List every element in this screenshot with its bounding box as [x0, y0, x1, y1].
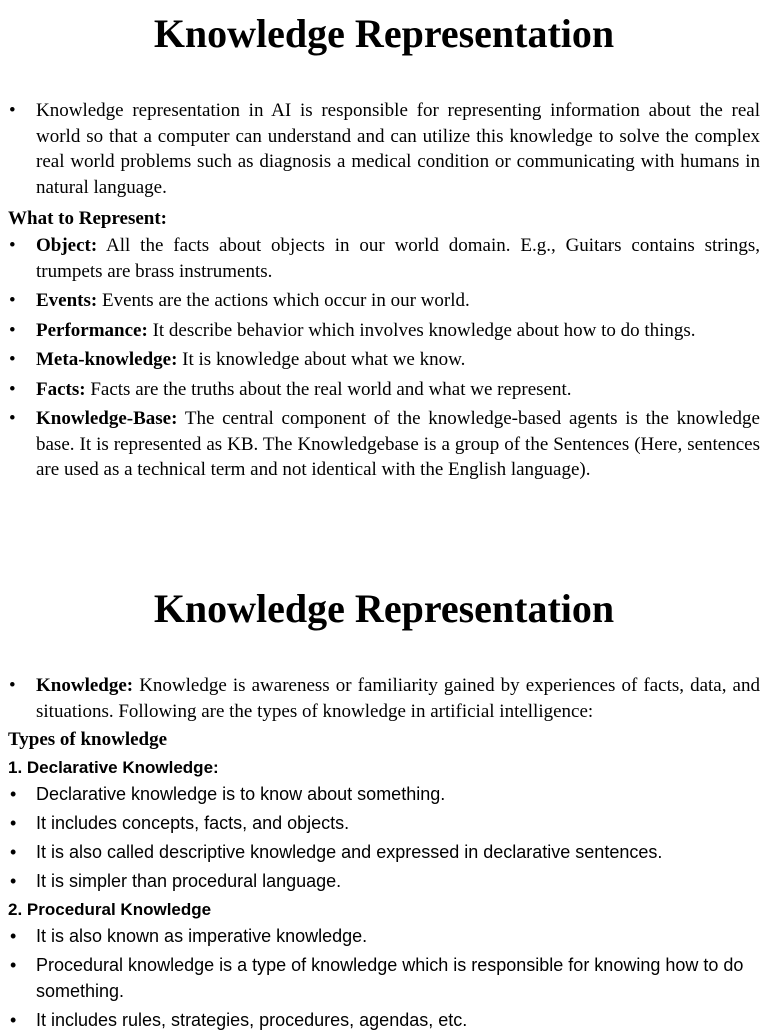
list-item: [0, 923, 768, 949]
slide-2-title: Knowledge Representation: [153, 586, 615, 631]
bullet-icon: •: [10, 784, 17, 804]
list-item: [0, 233, 768, 284]
list-item: [0, 781, 768, 807]
slide-2-intro-list: [0, 673, 768, 724]
item-term: Object:: [36, 235, 98, 256]
list-item: [0, 406, 768, 483]
bullet-icon: •: [9, 100, 16, 121]
item-text: Facts are the truths about the real world and what we represent.: [85, 378, 572, 400]
bullet-icon: •: [9, 290, 16, 311]
types-heading: Types of knowledge: [8, 729, 168, 750]
list-item: [0, 839, 768, 865]
list-item: [0, 952, 768, 1004]
procedural-list: [0, 923, 768, 1033]
bullet-icon: •: [9, 675, 16, 696]
item-term: Events:: [36, 290, 98, 311]
slide-1-intro-text: Knowledge representation in AI is responsible for representing information about the real world so that a computer can understand and can utilize this knowledge to solve the complex real world problems such as diagnosis a medical condition or communicating with humans in natural language.: [36, 100, 760, 198]
item-text: It is simpler than procedural language.: [36, 871, 342, 891]
item-term: Knowledge-Base:: [36, 408, 178, 429]
item-text: It is also known as imperative knowledge.: [36, 926, 368, 946]
represent-list: [0, 233, 768, 483]
slide-1-intro-list: [0, 98, 768, 200]
declarative-list: [0, 781, 768, 894]
slide-2-intro-item: [0, 673, 768, 724]
list-item: [0, 810, 768, 836]
list-item: [0, 1007, 768, 1033]
bullet-icon: •: [9, 349, 16, 370]
bullet-icon: •: [9, 235, 16, 256]
list-item: [0, 868, 768, 894]
item-text: Events are the actions which occur in our world.: [97, 290, 470, 311]
item-text: Procedural knowledge is a type of knowledge which is responsible for knowing how to do something.: [36, 955, 744, 1001]
bullet-icon: •: [10, 813, 17, 833]
bullet-icon: •: [9, 319, 16, 341]
bullet-icon: •: [10, 1010, 17, 1030]
bullet-icon: •: [10, 926, 17, 946]
list-item: [0, 347, 768, 373]
item-text: It is knowledge about what we know.: [177, 349, 466, 370]
item-text: The central component of the knowledge-based agents is the knowledge base. It is represented as KB. The Knowledgebase is a group of the Sentences (Here, sentences are used as a technical term and not identical with the English language).: [36, 408, 760, 480]
item-text: Declarative knowledge is to know about something.: [36, 784, 446, 804]
slide-1-title: Knowledge Representation: [153, 11, 615, 56]
list-item: [0, 288, 768, 314]
item-text: It includes concepts, facts, and objects.: [36, 813, 350, 833]
item-text: It includes rules, strategies, procedures, agendas, etc.: [36, 1010, 468, 1030]
item-term: Meta-knowledge:: [36, 349, 178, 370]
bullet-icon: •: [10, 955, 17, 975]
bullet-icon: •: [10, 842, 17, 862]
list-item: [0, 318, 768, 344]
item-term: Facts:: [36, 378, 86, 400]
slide-1-intro-item: [0, 98, 768, 200]
bullet-icon: •: [10, 871, 17, 891]
item-text: All the facts about objects in our world domain. E.g., Guitars contains strings, trumpets are brass instruments.: [36, 235, 760, 282]
slide-1: [0, 0, 768, 487]
declarative-heading: 1. Declarative Knowledge:: [8, 758, 219, 777]
bullet-icon: •: [9, 378, 16, 400]
procedural-heading: 2. Procedural Knowledge: [8, 900, 212, 919]
item-text: It describe behavior which involves knowledge about how to do things.: [147, 319, 696, 341]
list-item: [0, 377, 768, 403]
item-text: It is also called descriptive knowledge and expressed in declarative sentences.: [36, 842, 663, 862]
bullet-icon: •: [9, 408, 16, 429]
item-term: Performance:: [36, 319, 148, 341]
what-to-represent-heading: What to Represent:: [8, 208, 168, 229]
intro-text: Knowledge is awareness or familiarity gained by experiences of facts, data, and situations. Following are the types of knowledge in artificial intelligence:: [36, 675, 760, 722]
slide-2: [0, 575, 768, 1036]
intro-term: Knowledge:: [36, 675, 134, 696]
